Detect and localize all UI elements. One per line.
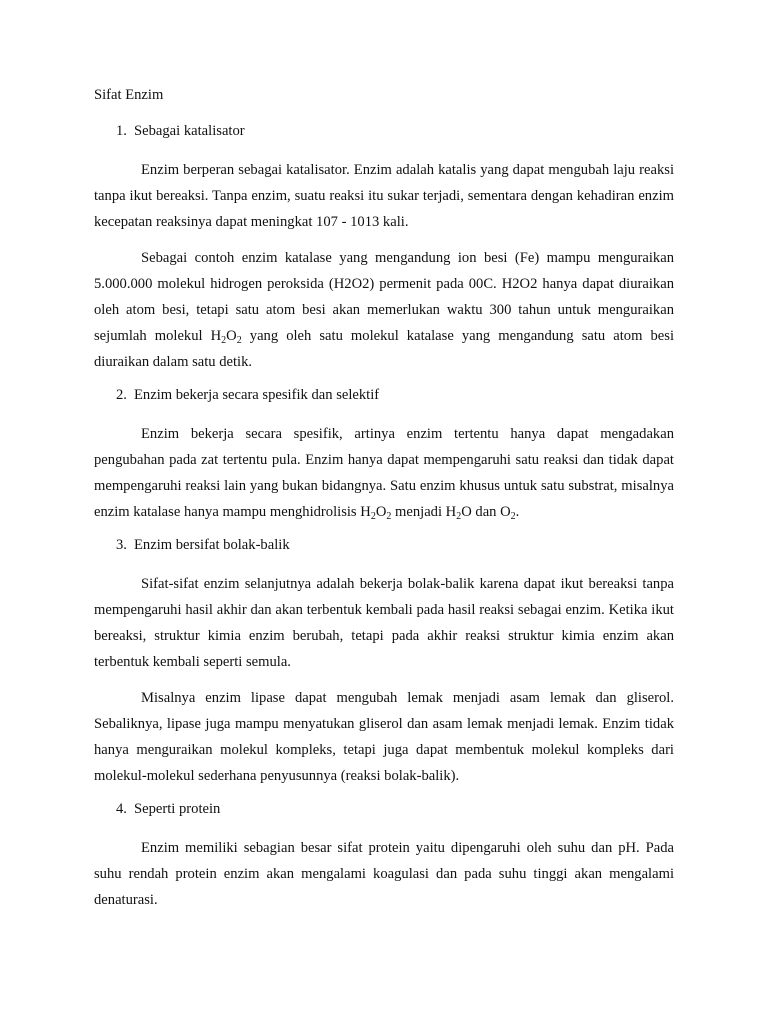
section-heading-text: Enzim bersifat bolak-balik: [134, 537, 290, 553]
section-4-paragraph-1: Enzim memiliki sebagian besar sifat protein yaitu dipengaruhi oleh suhu dan pH. Pada suhu rendah protein enzim akan mengalami koagulasi dan pada suhu tinggi akan mengalami denaturasi.: [94, 840, 674, 908]
section-3-paragraph-1: Sifat-sifat enzim selanjutnya adalah bekerja bolak-balik karena dapat ikut bereaksi tanpa mempengaruhi hasil akhir dan akan terbentuk kembali pada hasil reaksi sebagai enzim. Ketika ikut bereaksi, struktur kimia enzim berubah, tetapi pada akhir reaksi struktur kimia enzim akan terbentuk kembali seperti semula.: [94, 576, 674, 670]
document-title: Sifat Enzim: [94, 87, 164, 103]
section-3-heading: [94, 535, 674, 555]
section-heading-text: Seperti protein: [134, 801, 221, 817]
section-heading-text: Enzim bekerja secara spesifik dan selektif: [134, 387, 380, 403]
section-number: 2.: [116, 387, 127, 403]
section-4-heading: [94, 799, 674, 819]
section-number: 3.: [116, 537, 127, 553]
section-2-heading: [94, 385, 674, 405]
section-2-paragraph-1: Enzim bekerja secara spesifik, artinya enzim tertentu hanya dapat mengadakan pengubahan pada zat tertentu pula. Enzim hanya dapat mempengaruhi satu reaksi dan tidak dapat mempengaruhi reaksi lain yang bukan bidangnya. Satu enzim khusus untuk satu substrat, misalnya enzim katalase hanya mampu menghidrolisis $H_2O_2$ menjadi $H_2O$ dan $O_2$.: [94, 426, 674, 522]
section-1-paragraph-2: Sebagai contoh enzim katalase yang mengandung ion besi (Fe) mampu menguraikan 5.000.000 molekul hidrogen peroksida (H2O2) permenit pada 00C. H2O2 hanya dapat diuraikan oleh atom besi, tetapi satu atom besi akan memerlukan waktu 300 tahun untuk menguraikan sejumlah molekul $H_2O_2$ yang oleh satu molekul katalase yang mengandung satu atom besi diuraikan dalam satu detik.: [94, 250, 675, 370]
section-number: 1.: [116, 123, 127, 139]
document-page: [94, 85, 674, 923]
section-number: 4.: [116, 801, 127, 817]
section-heading-text: Sebagai katalisator: [134, 123, 245, 139]
section-3-paragraph-2: Misalnya enzim lipase dapat mengubah lemak menjadi asam lemak dan gliserol. Sebaliknya, lipase juga mampu menyatukan gliserol dan asam lemak menjadi lemak. Enzim tidak hanya menguraikan molekul kompleks, tetapi juga dapat membentuk molekul kompleks dari molekul-molekul sederhana penyusunnya (reaksi bolak-balik).: [94, 690, 674, 784]
section-1-heading: [94, 121, 674, 141]
section-1-paragraph-1: Enzim berperan sebagai katalisator. Enzim adalah katalis yang dapat mengubah laju reaksi tanpa ikut bereaksi. Tanpa enzim, suatu reaksi itu sukar terjadi, sementara dengan kehadiran enzim kecepatan reaksinya dapat meningkat 107 - 1013 kali.: [94, 162, 674, 230]
